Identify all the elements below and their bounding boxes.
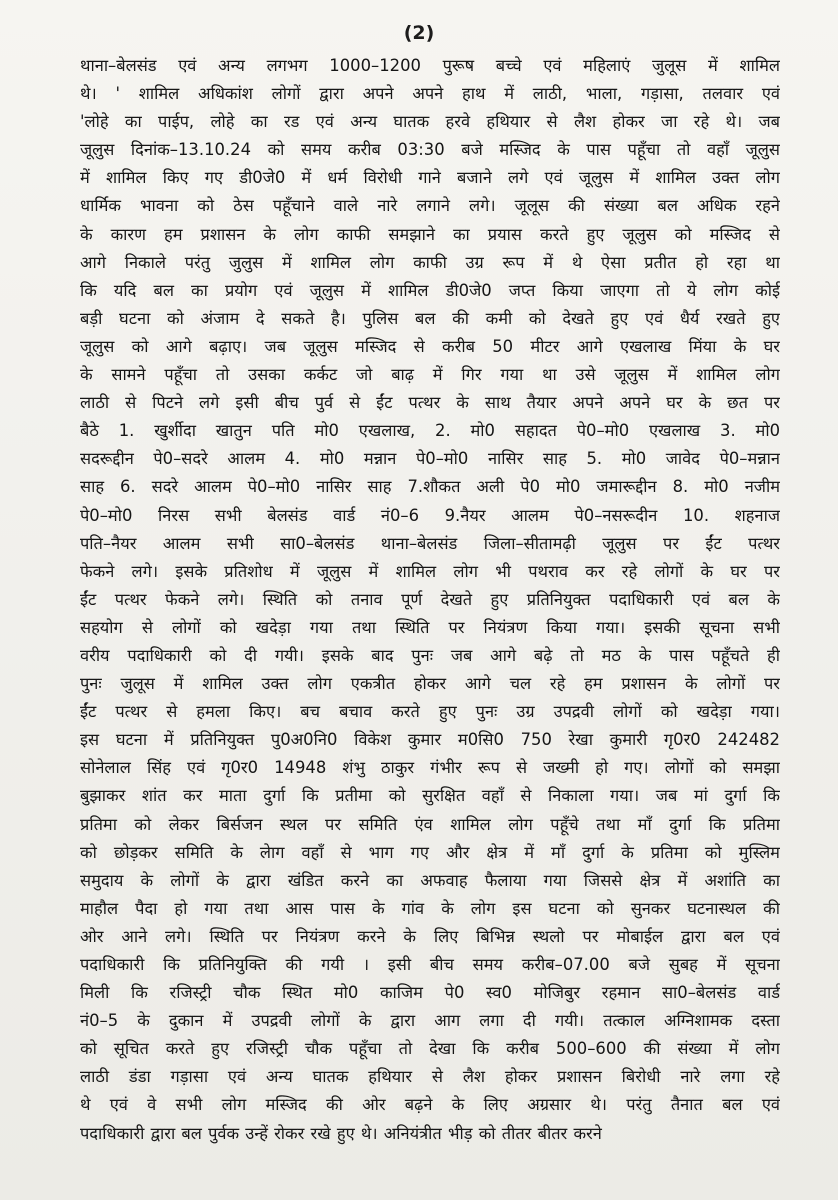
text-line: थे। ' शामिल अधिकांश लोगों द्वारा अपने अपने हाथ में लाठी, भाला, गड़ासा, तलवार एवं [80, 84, 780, 104]
text-line: साह 6. सदरे आलम पे0–मो0 नासिर साह 7.शौकत अली पे0 मो0 जमारूद्दीन 8. मो0 नजीम [80, 477, 780, 497]
text-line: नं0–5 के दुकान में उपद्रवी लोगों के द्वारा आग लगा दी गयी। तत्काल अग्निशामक दस्ता [80, 1011, 780, 1031]
body-paragraph [80, 52, 780, 1148]
text-line: धार्मिक भावना को ठेस पहूँचाने वाले नारे लगाने लगे। जूलूस की संख्या बल अधिक रहने [80, 196, 780, 216]
text-line: फेकने लगे। इसके प्रतिशोध में जूलुस में शामिल लोग भी पथराव कर रहे लोगों के घर पर [80, 561, 780, 581]
text-line: ईंट पत्थर फेकने लगे। स्थिति को तनाव पूर्ण देखते हुए प्रतिनियुक्त पदाधिकारी एवं बल के [80, 589, 780, 609]
text-line: प्रतिमा को लेकर बिर्सजन स्थल पर समिति एंव शामिल लोग पहूँचे तथा माँ दुर्गा कि प्रतिमा [80, 814, 780, 834]
text-line: बैठे 1. खुर्शीदा खातुन पति मो0 एखलाख, 2. मो0 सहादत पे0–मो0 एखलाख 3. मो0 [80, 421, 780, 441]
text-line: थाना–बेलसंड एवं अन्य लगभग 1000–1200 पुरूष बच्चे एवं महिलाएं जुलूस में शामिल [80, 56, 780, 75]
text-line: पदाधिकारी द्वारा बल पुर्वक उन्हें रोकर रखे हुए थे। अनियंत्रीत भीड़ को तीतर बीतर करने [80, 1123, 602, 1143]
text-line: बुझाकर शांत कर माता दुर्गा कि प्रतीमा को सुरक्षित वहाँ से निकाला गया। जब मां दुर्गा कि [80, 786, 780, 806]
text-line: जूलुस को आगे बढ़ाए। जब जूलुस मस्जिद से करीब 50 मीटर आगे एखलाख मिंया के घर [80, 336, 780, 356]
text-line: पुनः जुलूस में शामिल उक्त लोग एकत्रीत होकर आगे चल रहे हम प्रशासन के लोगों पर [80, 674, 780, 694]
text-line: सदरूद्दीन पे0–सदरे आलम 4. मो0 मन्नान पे0–मो0 नासिर साह 5. मो0 जावेद पे0–मन्नान [80, 449, 780, 469]
text-line: 'लोहे का पाईप, लोहे का रड एवं अन्य घातक हरवे हथियार से लैश होकर जा रहे थे। जब [80, 112, 780, 132]
text-line: के सामने पहूँचा तो उसका कर्कट जो बाढ़ में गिर गया था उसे जूलुस में शामिल लोग [80, 365, 780, 385]
text-line: मिली कि रजिस्ट्री चौक स्थित मो0 काजिम पे0 स्व0 मोजिबुर रहमान सा0–बेलसंड वार्ड [80, 983, 780, 1003]
text-line: ओर आने लगे। स्थिति पर नियंत्रण करने के लिए बिभिन्न स्थलो पर मोबाईल द्वारा बल एवं [80, 926, 780, 946]
text-line: माहौल पैदा हो गया तथा आस पास के गांव के लोग इस घटना को सुनकर घटनास्थल की [80, 898, 780, 918]
text-line: समुदाय के लोगों के द्वारा खंडित करने का अफवाह फैलाया गया जिससे क्षेत्र में अशांति का [80, 870, 780, 890]
text-line: पति–नैयर आलम सभी सा0–बेलसंड थाना–बेलसंड जिला–सीतामढ़ी जूलुस पर ईंट पत्थर [80, 533, 780, 553]
text-line: वरीय पदाधिकारी को दी गयी। इसके बाद पुनः जब आगे बढ़े तो मठ के पास पहूँचते ही [80, 645, 780, 665]
text-line: जूलुस दिनांक–13.10.24 को समय करीब 03:30 बजे मस्जिद के पास पहूँचा तो वहाँ जूलुस [80, 140, 780, 160]
text-line: कि यदि बल का प्रयोग एवं जूलुस में शामिल डी0जे0 जप्त किया जाएगा तो ये लोग कोई [80, 280, 780, 300]
text-line: को छोड़कर समिति के लेाग वहाँ से भाग गए और क्षेत्र में माँ दुर्गा के प्रतिमा को मुस्लिम [80, 842, 780, 862]
text-line: लाठी डंडा गड़ासा एवं अन्य घातक हथियार से लैश होकर प्रशासन बिरोधी नारे लगा रहे [80, 1067, 780, 1087]
text-line: सहयोग से लोगों को खदेड़ा गया तथा स्थिति पर नियंत्रण किया गया। इसकी सूचना सभी [80, 617, 780, 637]
text-line: आगे निकाले परंतु जुलुस में शामिल लोग काफी उग्र रूप में थे ऐसा प्रतीत हो रहा था [80, 252, 780, 272]
text-line: के कारण हम प्रशासन के लोग काफी समझाने का प्रयास करते हुए जूलुस को मस्जिद से [80, 224, 780, 244]
text-line: लाठी से पिटने लगे इसी बीच पुर्व से ईंट पत्थर के साथ तैयार अपने अपने घर के छत पर [80, 393, 780, 413]
text-line: बड़ी घटना को अंजाम दे सकते है। पुलिस बल की कमी को देखते हुए एवं धैर्य रखते हुए [80, 308, 780, 328]
text-line: ईंट पत्थर से हमला किए। बच बचाव करते हुए पुनः उग्र उपद्रवी लोगों को खदेड़ा गया। [80, 702, 780, 722]
text-line: को सूचित करते हुए रजिस्ट्री चौक पहूँचा तो देखा कि करीब 500–600 की संख्या में लोग [80, 1039, 780, 1059]
text-line: इस घटना में प्रतिनियुक्त पु0अ0नि0 विकेश कुमार म0सि0 750 रेखा कुमारी गृ0र0 242482 [80, 730, 780, 750]
text-line: सोनेलाल सिंह एवं गृ0र0 14948 शंभु ठाकुर गंभीर रूप से जख्मी हो गए। लोगों को समझा [80, 758, 780, 778]
text-line: पदाधिकारी कि प्रतिनियुक्ति की गयी । इसी बीच समय करीब–07.00 बजे सुबह में सूचना [80, 955, 780, 974]
page-number: (2) [403, 22, 435, 44]
text-line: पे0–मो0 निरस सभी बेलसंड वार्ड नं0–6 9.नैयर आलम पे0–नसरूदीन 10. शहनाज [80, 505, 780, 525]
text-line: में शामिल किए गए डी0जे0 में धर्म विरोधी गाने बजाने लगे एवं जूलुस में शामिल उक्त लोग [80, 168, 780, 188]
text-line: थे एवं वे सभी लोग मस्जिद की ओर बढ़ने के लिए अग्रसार थे। परंतु तैनात बल एवं [80, 1095, 780, 1115]
